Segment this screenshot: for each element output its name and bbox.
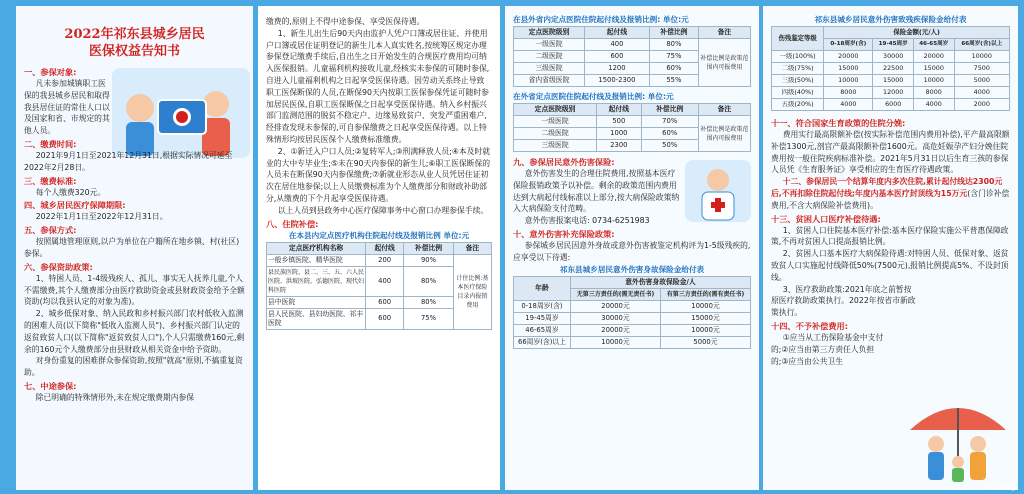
section-12-title: 十二、参保居民一个结算年度内多次住院,累计起付线达2300元后,不再扣除住院起付线;年度内基本医疗封顶线为15万元 <box>771 177 1003 198</box>
section-12-text <box>771 176 1010 211</box>
section-4-title: 四、城乡居民医疗保障期限: <box>24 200 126 211</box>
umbrella-family-icon <box>902 392 1014 484</box>
table-cell: 2000 <box>954 99 1009 111</box>
table-header: 保险金额(元/人) <box>824 27 1010 39</box>
table-cell: 一级医院 <box>514 39 585 51</box>
p2-text-b: 1、新生儿出生后90天内由监护人凭户口簿或居住证、并使用户口簿或居住证明登记的新生儿本人真实姓名,按统筹区规定办理参保登记缴费手续后,自出生之日开始发生的合规医疗费用均可纳入医保报销。儿童福利机构接收儿童,经核实未参保的可随时参保,自进入儿童福利机构之日起享受医保待遇。因劳动关系终止导致职工医保断保的人员,在断保90天内按职工医保参保凭证可随时参加居民医保,自职工医保断保之日起享受医保待遇。纳入乡村振兴部门监测范围的脱贫不稳定户、边缘易致贫户、突发严重困难户,经排查发现未参保的,可自参保缴费之日起享受医保待遇。以上特殊情形均按居民医保个人缴费标准缴费。 <box>266 28 490 144</box>
table-cell: 60% <box>641 128 698 140</box>
doctor-icon <box>685 160 751 222</box>
table-cell: 20000元 <box>570 324 660 336</box>
table-cell: 75% <box>404 308 453 329</box>
section-9-text: 意外伤害发生的合理住院费用,按照基本医疗保险报销政策予以补偿。剩余的政策范围内费用达到大病起付线标准以上部分,按大病保险政策纳入大病保险支付范畴。 <box>513 169 680 214</box>
section-6-text-3: 对身份重复的困难群众参保资助,按照"就高"原则,不搞重复资助。 <box>24 356 243 378</box>
table-cell: 75% <box>649 51 698 63</box>
section-14-text: ①应当从工伤保险基金中支付的;②应当由第三方责任人负担的;③应当由公共卫生 <box>771 332 884 366</box>
table-cell: 10000 <box>824 75 873 87</box>
table-cell: 15000 <box>873 75 914 87</box>
table-header: 0-18周岁(含) <box>824 39 873 51</box>
table-cell: 30000 <box>873 51 914 63</box>
page-title-line1: 2022年祁东县城乡居民 <box>64 27 205 42</box>
table-cell: 80% <box>404 266 453 296</box>
section-7-title: 七、中途参保: <box>24 380 77 391</box>
table-row <box>772 87 1010 99</box>
table-cell: 10000 <box>954 51 1009 63</box>
table-cell: 一级(100%) <box>772 51 824 63</box>
section-2-text: 2021年9月1日至2021年12月31日,根据实际情况可延至2022年2月28日。 <box>24 150 233 172</box>
table-cell: 20000元 <box>570 300 660 312</box>
table-header: 定点医院级别 <box>514 27 585 39</box>
section-2-title: 二、缴费时间: <box>24 138 77 149</box>
table-cell: 90% <box>404 254 453 266</box>
table-cell: 10000元 <box>570 336 660 348</box>
table-cell: 6000 <box>873 99 914 111</box>
section-13-title: 十三、贫困人口医疗补偿待遇: <box>771 213 881 224</box>
section-14-title: 十四、不予补偿费用: <box>771 320 848 331</box>
p2-text-c: 2、①新迁入户口人员;②复转军人;③刑满释放人员;④本及时就业的大中专毕业生;⑤未在90天内参保的新生儿;⑥职工医保断保的人员未在断保90天内参保缴费;⑦新就业形态从业人员凭居住证初次在居住地参保;以上人员缴费标准为个人缴费部分和财政补助部分,从缴费的下个月起享受医保待遇。 <box>266 146 491 203</box>
table-cell: 70% <box>641 116 698 128</box>
table-cell: 60% <box>649 63 698 75</box>
table-cell: 4000 <box>954 87 1009 99</box>
section-13-text-3: 3、医疗救助政策:2021年底之前暂按原医疗救助政策执行。2022年按省市新政策执行。 <box>771 284 916 318</box>
section-11-title: 十一、符合国家生育政策的住院分娩: <box>771 118 906 128</box>
table-row <box>772 99 1010 111</box>
table-cell: 10000元 <box>660 324 750 336</box>
table-row <box>772 75 1010 87</box>
section-13-text-2: 2、贫困人口基本医疗大病保险待遇:对特困人员、低保对象、返贫致贫人口实施起付线降低50%(7500元),报销比例提高5%、不设封顶线。 <box>771 249 1009 282</box>
watermark: vnreup <box>983 481 1018 492</box>
table-header: 补偿比例 <box>649 27 698 39</box>
table-row <box>267 254 492 266</box>
table-row <box>514 336 751 348</box>
table-row <box>514 116 751 128</box>
table-cell: 46-65周岁 <box>514 324 571 336</box>
table-row <box>772 51 1010 63</box>
table-cell: 县民族医院、县二、三、五、六人民医院、洪坡医院、弘德医院、现代妇科医院 <box>267 266 366 296</box>
table-header: 伤残鉴定等级 <box>772 27 824 51</box>
table-cell: 1200 <box>584 63 649 75</box>
table-header: 起付线 <box>366 242 404 254</box>
table-header: 起付线 <box>584 27 649 39</box>
table-cell: 4000 <box>824 99 873 111</box>
table-note: 补偿比例是政策范围内可报费用 <box>698 39 750 87</box>
table-cell: 三级医院 <box>514 140 597 152</box>
disability-benefit-table <box>771 26 1010 111</box>
panel-2 <box>258 6 500 490</box>
table-cell: 一般乡镇医院、精华医院 <box>267 254 366 266</box>
table-cell: 8000 <box>913 87 954 99</box>
table-header: 定点医疗机构名称 <box>267 242 366 254</box>
table-cell: 200 <box>366 254 404 266</box>
panel-4 <box>763 6 1018 490</box>
table-cell: 二级医院 <box>514 128 597 140</box>
page-title-line2: 医保权益告知书 <box>88 44 180 59</box>
table-cell: 80% <box>649 39 698 51</box>
table-cell: 4000 <box>913 99 954 111</box>
out-province-table <box>513 103 751 152</box>
table-cell: 20000 <box>913 51 954 63</box>
table-cell: 55% <box>649 75 698 87</box>
table-cell: 县中医院 <box>267 296 366 308</box>
table-cell: 15000 <box>913 63 954 75</box>
table-header: 补偿比例 <box>404 242 453 254</box>
table-row <box>514 312 751 324</box>
table-cell: 400 <box>366 266 404 296</box>
table-cell: 县人民医院、县妇幼医院、祁丰医院 <box>267 308 366 329</box>
section-6-text-2: 2、城乡低保对象、纳入民政和乡村振兴部门农村低收入监测的困难人员(以下简称"低收入监测人员")、乡村振兴部门认定的返贫致贫人口(以下简称"返贫致贫人口"),个人只需缴费160元,剩余的160元个人缴费部分由县财政从相关资金中给予资助。 <box>24 309 245 354</box>
county-hospital-table-caption: 在本县内定点医疗机构住院起付线及报销比例 单位:元 <box>288 230 470 240</box>
table-cell: 15000 <box>824 63 873 75</box>
table-cell: 600 <box>366 308 404 329</box>
table-cell: 500 <box>597 116 641 128</box>
section-12-tail: (含门诊补偿费用,不含大病保险补偿费用)。 <box>771 188 1010 210</box>
table-header: 备注 <box>698 104 750 116</box>
table-cell: 1000 <box>597 128 641 140</box>
table-cell: 一级医院 <box>514 116 597 128</box>
section-5-title: 五、参保方式: <box>24 225 77 236</box>
table-row <box>514 300 751 312</box>
table-cell: 二级医院 <box>514 51 585 63</box>
disability-benefit-table-caption: 祁东县城乡居民意外伤害致残疾保险金给付表 <box>814 15 967 24</box>
table-header: 有第三方责任的(需有责任书) <box>660 288 750 300</box>
p2-text-a: 缴费的,原则上不得中途参保、享受医保待遇。 <box>266 17 425 26</box>
table-cell: 22500 <box>873 63 914 75</box>
county-hospital-table <box>266 242 492 330</box>
table-cell: 8000 <box>824 87 873 99</box>
table-header: 66周岁(含)以上 <box>954 39 1009 51</box>
table-cell: 省内省级医院 <box>514 75 585 87</box>
panel-1 <box>16 6 253 490</box>
death-benefit-table-caption: 祁东县城乡居民意外伤害身故保险金给付表 <box>559 264 705 274</box>
doctor-illustration <box>685 160 751 222</box>
panel-3 <box>505 6 759 490</box>
section-1-text: 凡未参加城镇职工医保的我县城乡居民和取得我县居住证的常住人口以及国家和省、市规定的其他人员。 <box>24 79 110 136</box>
table-cell: 20000 <box>824 51 873 63</box>
section-5-text: 按照属地管理原则,以户为单位在户籍所在地乡镇、村(社区)参保。 <box>24 237 240 258</box>
table-row <box>772 63 1010 75</box>
table-cell: 600 <box>366 296 404 308</box>
section-3-text: 每个人缴费320元。 <box>35 187 106 197</box>
section-13-text-1: 1、贫困人口住院基本医疗补偿:基本医疗保险实施公平普惠保障政策,不再对贫困人口提高报销比例。 <box>771 225 1009 247</box>
table-cell: 80% <box>404 296 453 308</box>
in-province-table <box>513 26 751 87</box>
table-cell: 19-45周岁 <box>514 312 571 324</box>
table-header: 19-45周岁 <box>873 39 914 51</box>
section-6-title: 六、参保资助政策: <box>24 261 93 272</box>
table-row <box>514 39 751 51</box>
table-header: 起付线 <box>597 104 641 116</box>
table-row <box>514 324 751 336</box>
table-cell: 1500-2300 <box>584 75 649 87</box>
p2-text-d: 以上人员到县政务中心医疗保障事务中心窗口办理参保手续。 <box>277 205 489 215</box>
table-cell: 二级(75%) <box>772 63 824 75</box>
death-benefit-table <box>513 276 751 349</box>
table-header: 备注 <box>698 27 750 39</box>
section-10-title: 十、意外伤害补充保险政策: <box>513 228 615 239</box>
accident-report-phone: 意外伤害报案电话: 0734-6251983 <box>524 216 650 226</box>
table-cell: 15000元 <box>660 312 750 324</box>
table-cell: 10000元 <box>660 300 750 312</box>
section-8-title: 八、住院补偿: <box>266 218 319 229</box>
table-header: 年龄 <box>514 276 571 300</box>
table-cell: 50% <box>641 140 698 152</box>
table-header: 补偿比例 <box>641 104 698 116</box>
table-cell: 三级医院 <box>514 63 585 75</box>
family-umbrella-illustration <box>902 392 1014 484</box>
out-province-table-caption: 在外省定点医院住院起付线及报销比例: 单位:元 <box>513 92 674 101</box>
section-6-text-1: 1、特困人员、1-4级残疾人、孤儿、事实无人抚养儿童,个人不需缴费,其个人缴费部分由医疗救助资金或县财政资金给予全额资助(均以我县认定的对象为准)。 <box>24 273 245 307</box>
in-province-table-caption: 在县外省内定点医院住院起付线及报销比例: 单位:元 <box>513 15 689 24</box>
table-cell: 5000元 <box>660 336 750 348</box>
section-9-title: 九、参保居民意外伤害保险: <box>513 157 615 167</box>
table-note: 计住比例:基本医疗保险目录内报销费用 <box>453 254 491 329</box>
section-7-text: 除已明确的特殊情形外,未在规定缴费期内参保 <box>35 392 195 402</box>
table-cell: 600 <box>584 51 649 63</box>
table-cell: 400 <box>584 39 649 51</box>
section-11-text: 费用实行最高限额补偿(按实际补偿范围内费用补偿),平产最高限额补偿1300元,剖宫产最高限额补偿1600元。高危妊娠孕产妇分娩住院费用按一般住院疾病标准补偿。2021年5月31日以后生育三孩的参保人员凭《生育服务证》享受相应的生育医疗待遇政策。 <box>771 130 1010 175</box>
table-cell: 30000元 <box>570 312 660 324</box>
table-header: 备注 <box>453 242 491 254</box>
section-3-title: 三、缴费标准: <box>24 175 77 186</box>
table-cell: 12000 <box>873 87 914 99</box>
table-header: 无第三方责任的(需无责任书) <box>570 288 660 300</box>
table-cell: 10000 <box>913 75 954 87</box>
table-header: 意外伤害身故保险金/人 <box>570 276 750 288</box>
table-header: 46-65周岁 <box>913 39 954 51</box>
table-cell: 三级(50%) <box>772 75 824 87</box>
table-cell: 五级(20%) <box>772 99 824 111</box>
table-cell: 66周岁(含)以上 <box>514 336 571 348</box>
table-header: 定点医院级别 <box>514 104 597 116</box>
table-cell: 四级(40%) <box>772 87 824 99</box>
table-cell: 5000 <box>954 75 1009 87</box>
table-note: 补偿比例是政策范围内可报费用 <box>698 116 750 152</box>
table-cell: 7500 <box>954 63 1009 75</box>
section-10-text: 参保城乡居民因意外身故或意外伤害被鉴定机构评为1-5级残疾的,应享受以下待遇: <box>513 240 751 262</box>
section-4-text: 2022年1月1日至2022年12月31日。 <box>35 212 168 222</box>
table-cell: 2300 <box>597 140 641 152</box>
section-1-title: 一、参保对象: <box>24 67 77 77</box>
table-cell: 0-18周岁(含) <box>514 300 571 312</box>
